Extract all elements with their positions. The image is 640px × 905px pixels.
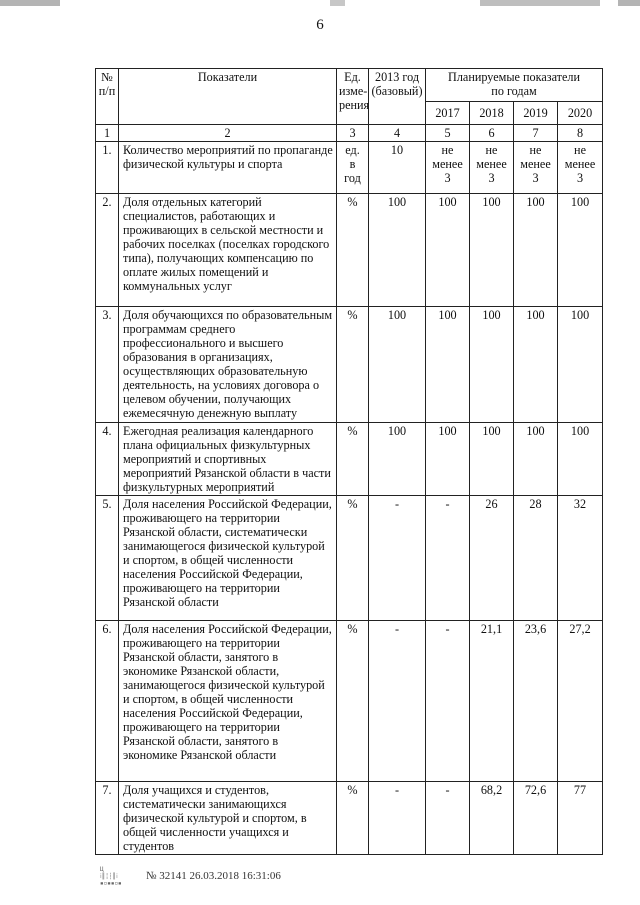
base-value-cell: 100 bbox=[369, 194, 426, 307]
header-year: 2018 bbox=[470, 102, 514, 125]
planned-value-cell: 100 bbox=[426, 194, 470, 307]
planned-value-cell: не менее 3 bbox=[514, 142, 558, 194]
registration-stamp-text: № 32141 26.03.2018 16:31:06 bbox=[146, 870, 281, 882]
base-value-cell: 100 bbox=[369, 307, 426, 423]
indicator-name: Доля населения Российской Федерации, проживающего на территории Рязанской области, систематически занимающегося физической культурой и спортом, в общей численности населения Российской Федерации, проживающего на территории Рязанской области bbox=[119, 496, 337, 621]
planned-value-cell: не менее 3 bbox=[470, 142, 514, 194]
row-number: 4. bbox=[96, 423, 119, 496]
unit-cell: % bbox=[337, 194, 369, 307]
column-number: 3 bbox=[337, 125, 369, 142]
row-number: 6. bbox=[96, 621, 119, 782]
header-unit: Ед. изме- рения bbox=[337, 69, 369, 125]
table-row bbox=[96, 423, 603, 496]
table-row bbox=[96, 782, 603, 855]
planned-value-cell: 100 bbox=[470, 194, 514, 307]
page-number: 6 bbox=[316, 17, 324, 33]
planned-value-cell: 28 bbox=[514, 496, 558, 621]
unit-cell: % bbox=[337, 307, 369, 423]
header-row bbox=[96, 69, 603, 102]
base-value-cell: 100 bbox=[369, 423, 426, 496]
planned-value-cell: 100 bbox=[470, 307, 514, 423]
row-number: 2. bbox=[96, 194, 119, 307]
registration-barcode-icon: Ц ⁞║╎┆║⁞ ▪▫▪▪▫▪ bbox=[100, 866, 122, 887]
row-number: 1. bbox=[96, 142, 119, 194]
table-row bbox=[96, 621, 603, 782]
planned-value-cell: 23,6 bbox=[514, 621, 558, 782]
header-indicators: Показатели bbox=[119, 69, 337, 125]
unit-cell: ед. в год bbox=[337, 142, 369, 194]
header-year: 2019 bbox=[514, 102, 558, 125]
column-number: 2 bbox=[119, 125, 337, 142]
planned-value-cell: 100 bbox=[514, 307, 558, 423]
indicators-table bbox=[95, 68, 603, 855]
planned-value-cell: - bbox=[426, 496, 470, 621]
planned-value-cell: 100 bbox=[558, 307, 603, 423]
planned-value-cell: 100 bbox=[426, 307, 470, 423]
header-year: 2017 bbox=[426, 102, 470, 125]
indicator-name: Ежегодная реализация календарного плана официальных физкультурных мероприятий и спортивных мероприятий Рязанской области в части физкультурных мероприятий bbox=[119, 423, 337, 496]
planned-value-cell: 100 bbox=[558, 194, 603, 307]
column-numbers-row bbox=[96, 125, 603, 142]
unit-cell: % bbox=[337, 621, 369, 782]
unit-cell: % bbox=[337, 496, 369, 621]
footer-stamp bbox=[100, 866, 360, 888]
planned-value-cell: не менее 3 bbox=[558, 142, 603, 194]
planned-value-cell: - bbox=[426, 782, 470, 855]
planned-value-cell: 77 bbox=[558, 782, 603, 855]
column-number: 1 bbox=[96, 125, 119, 142]
header-num: № п/п bbox=[96, 69, 119, 125]
planned-value-cell: 100 bbox=[470, 423, 514, 496]
planned-value-cell: 26 bbox=[470, 496, 514, 621]
header-base-year: 2013 год (базовый) bbox=[369, 69, 426, 125]
row-number: 7. bbox=[96, 782, 119, 855]
table-row bbox=[96, 307, 603, 423]
planned-value-cell: 32 bbox=[558, 496, 603, 621]
column-number: 8 bbox=[558, 125, 603, 142]
table-row bbox=[96, 194, 603, 307]
table-row bbox=[96, 142, 603, 194]
base-value-cell: - bbox=[369, 782, 426, 855]
planned-value-cell: 21,1 bbox=[470, 621, 514, 782]
planned-value-cell: 100 bbox=[558, 423, 603, 496]
unit-cell: % bbox=[337, 423, 369, 496]
planned-value-cell: 100 bbox=[514, 194, 558, 307]
indicator-name: Доля населения Российской Федерации, проживающего на территории Рязанской области, занятого в экономике Рязанской области, занимающегося физической культурой и спортом, в общей численности населения Российской Федерации, проживающего на территории Рязанской области, занятого в экономике Рязанской области bbox=[119, 621, 337, 782]
indicator-name: Доля обучающихся по образовательным программам среднего профессионального и высшего образования в организациях, осуществляющих образовательную деятельность, на условиях договора о целевом обучении, получающих ежемесячную денежную выплату bbox=[119, 307, 337, 423]
column-number: 7 bbox=[514, 125, 558, 142]
planned-value-cell: 100 bbox=[514, 423, 558, 496]
base-value-cell: 10 bbox=[369, 142, 426, 194]
header-planned: Планируемые показатели по годам bbox=[426, 69, 603, 102]
scan-edge-artifact bbox=[0, 0, 640, 6]
unit-cell: % bbox=[337, 782, 369, 855]
indicator-name: Доля учащихся и студентов, систематически занимающихся физической культурой и спортом, в общей численности учащихся и студентов bbox=[119, 782, 337, 855]
planned-value-cell: 27,2 bbox=[558, 621, 603, 782]
planned-value-cell: не менее 3 bbox=[426, 142, 470, 194]
indicator-name: Доля отдельных категорий специалистов, работающих и проживающих в сельской местности и рабочих поселках (поселках городского типа), получающих компенсацию по оплате жилых помещений и коммунальных услуг bbox=[119, 194, 337, 307]
planned-value-cell: 100 bbox=[426, 423, 470, 496]
table-row bbox=[96, 496, 603, 621]
column-number: 6 bbox=[470, 125, 514, 142]
indicator-name: Количество мероприятий по пропаганде физической культуры и спорта bbox=[119, 142, 337, 194]
planned-value-cell: 68,2 bbox=[470, 782, 514, 855]
column-number: 5 bbox=[426, 125, 470, 142]
base-value-cell: - bbox=[369, 496, 426, 621]
row-number: 5. bbox=[96, 496, 119, 621]
column-number: 4 bbox=[369, 125, 426, 142]
row-number: 3. bbox=[96, 307, 119, 423]
planned-value-cell: 72,6 bbox=[514, 782, 558, 855]
base-value-cell: - bbox=[369, 621, 426, 782]
header-year: 2020 bbox=[558, 102, 603, 125]
planned-value-cell: - bbox=[426, 621, 470, 782]
